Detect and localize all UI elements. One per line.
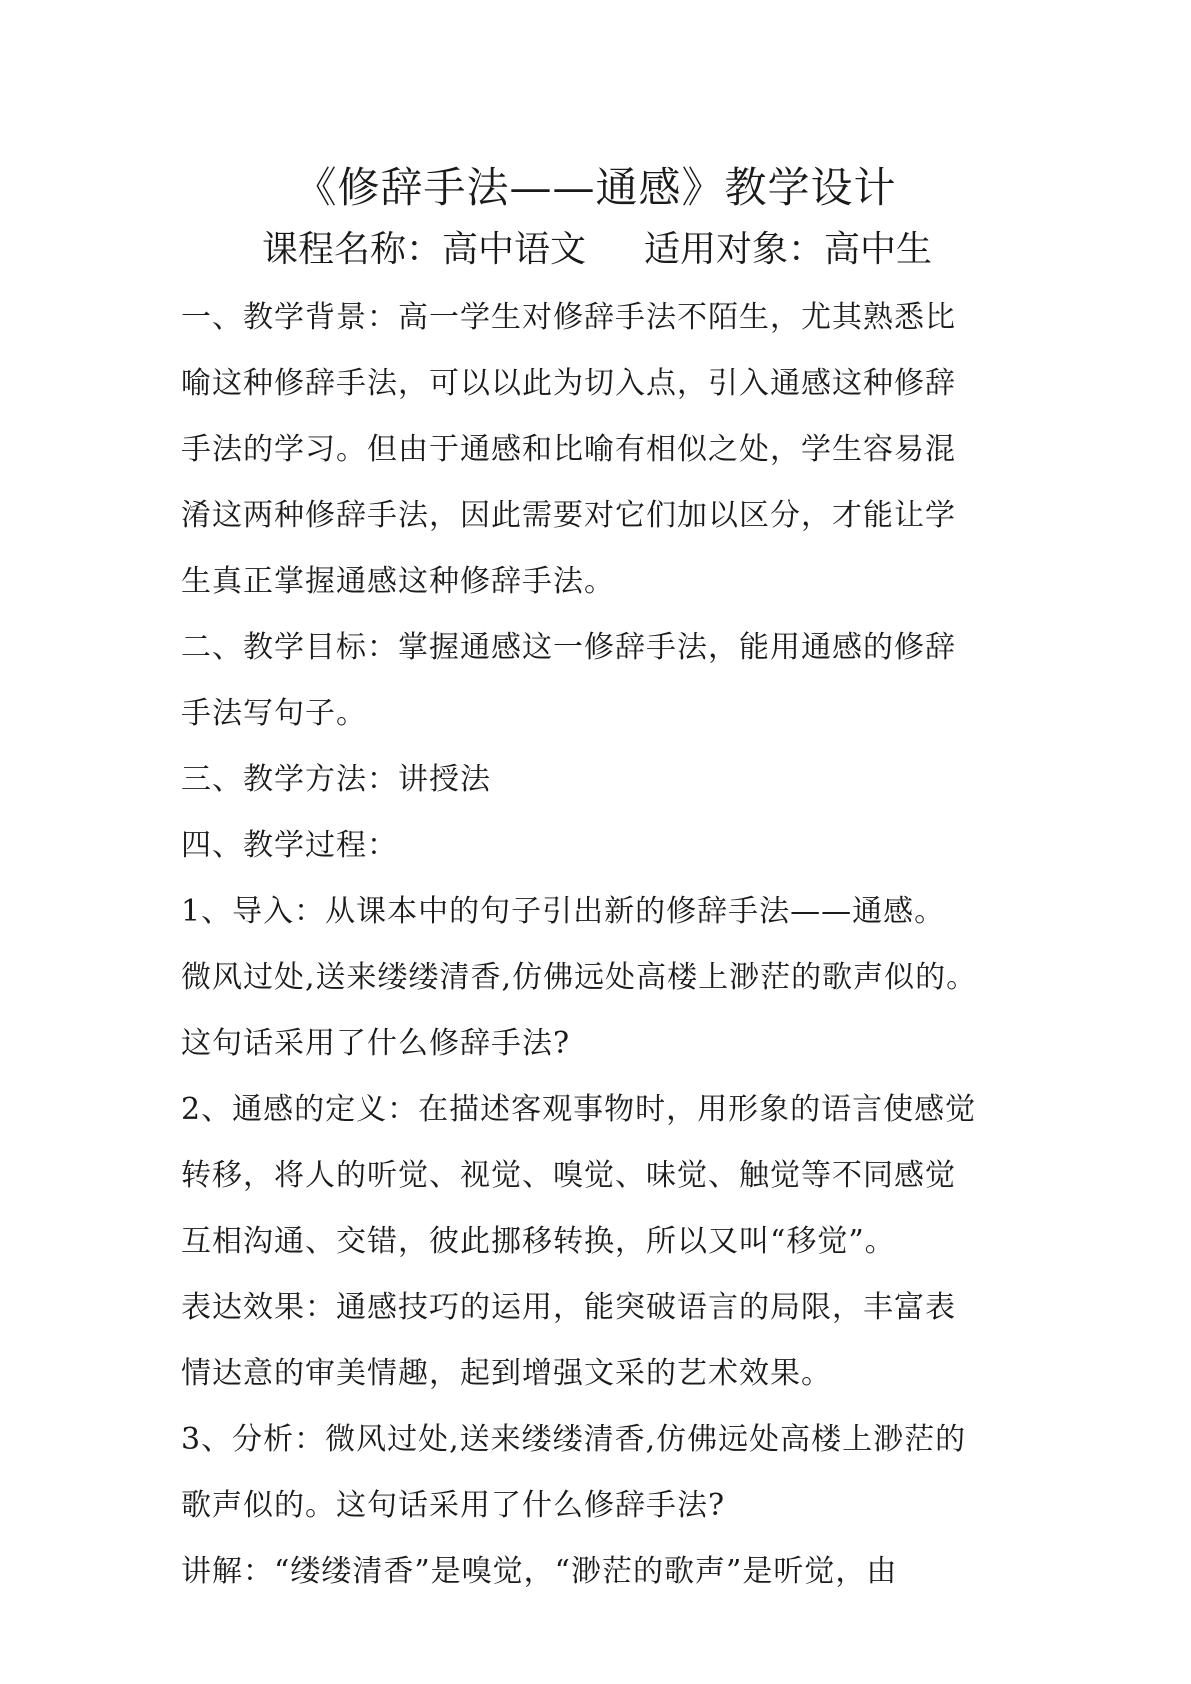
text-line: 微风过处,送来缕缕清香,仿佛远处高楼上渺茫的歌声似的。: [181, 960, 978, 995]
text-line: 1、导入：从课本中的句子引出新的修辞手法——通感。: [181, 894, 946, 929]
course-name: 课程名称：高中语文: [262, 229, 587, 270]
text-line: 这句话采用了什么修辞手法?: [181, 1026, 571, 1061]
text-line: 三、教学方法：讲授法: [181, 762, 491, 797]
text-line: 表达效果：通感技巧的运用，能突破语言的局限，丰富表: [181, 1290, 956, 1325]
text-line: 2、通感的定义：在描述客观事物时，用形象的语言使感觉: [181, 1092, 977, 1127]
text-line: 淆这两种修辞手法，因此需要对它们加以区分，才能让学: [181, 498, 956, 533]
text-line: 手法写句子。: [181, 696, 367, 731]
text-line: 生真正掌握通感这种修辞手法。: [181, 564, 615, 599]
text-line: 一、教学背景：高一学生对修辞手法不陌生，尤其熟悉比: [181, 300, 956, 335]
text-line: 情达意的审美情趣，起到增强文采的艺术效果。: [181, 1356, 832, 1391]
text-line: 转移，将人的听觉、视觉、嗅觉、味觉、触觉等不同感觉: [181, 1158, 956, 1193]
document-body: [181, 288, 1011, 1608]
text-line: 喻这种修辞手法，可以以此为切入点，引入通感这种修辞: [181, 366, 956, 401]
text-line: 二、教学目标：掌握通感这一修辞手法，能用通感的修辞: [181, 630, 956, 665]
document-subtitle: [262, 226, 932, 274]
target-audience: 适用对象：高中生: [644, 229, 933, 270]
text-line: 手法的学习。但由于通感和比喻有相似之处，学生容易混: [181, 432, 956, 467]
text-line: 四、教学过程：: [181, 828, 398, 863]
text-line: 讲解：“缕缕清香”是嗅觉，“渺茫的歌声”是听觉，由: [181, 1554, 898, 1589]
document-title: 《修辞手法——通感》教学设计: [294, 163, 897, 212]
text-line: 互相沟通、交错，彼此挪移转换，所以又叫“移觉”。: [181, 1224, 896, 1259]
text-line: 歌声似的。这句话采用了什么修辞手法?: [181, 1488, 726, 1523]
text-line: 3、分析：微风过处,送来缕缕清香,仿佛远处高楼上渺茫的: [181, 1422, 967, 1457]
